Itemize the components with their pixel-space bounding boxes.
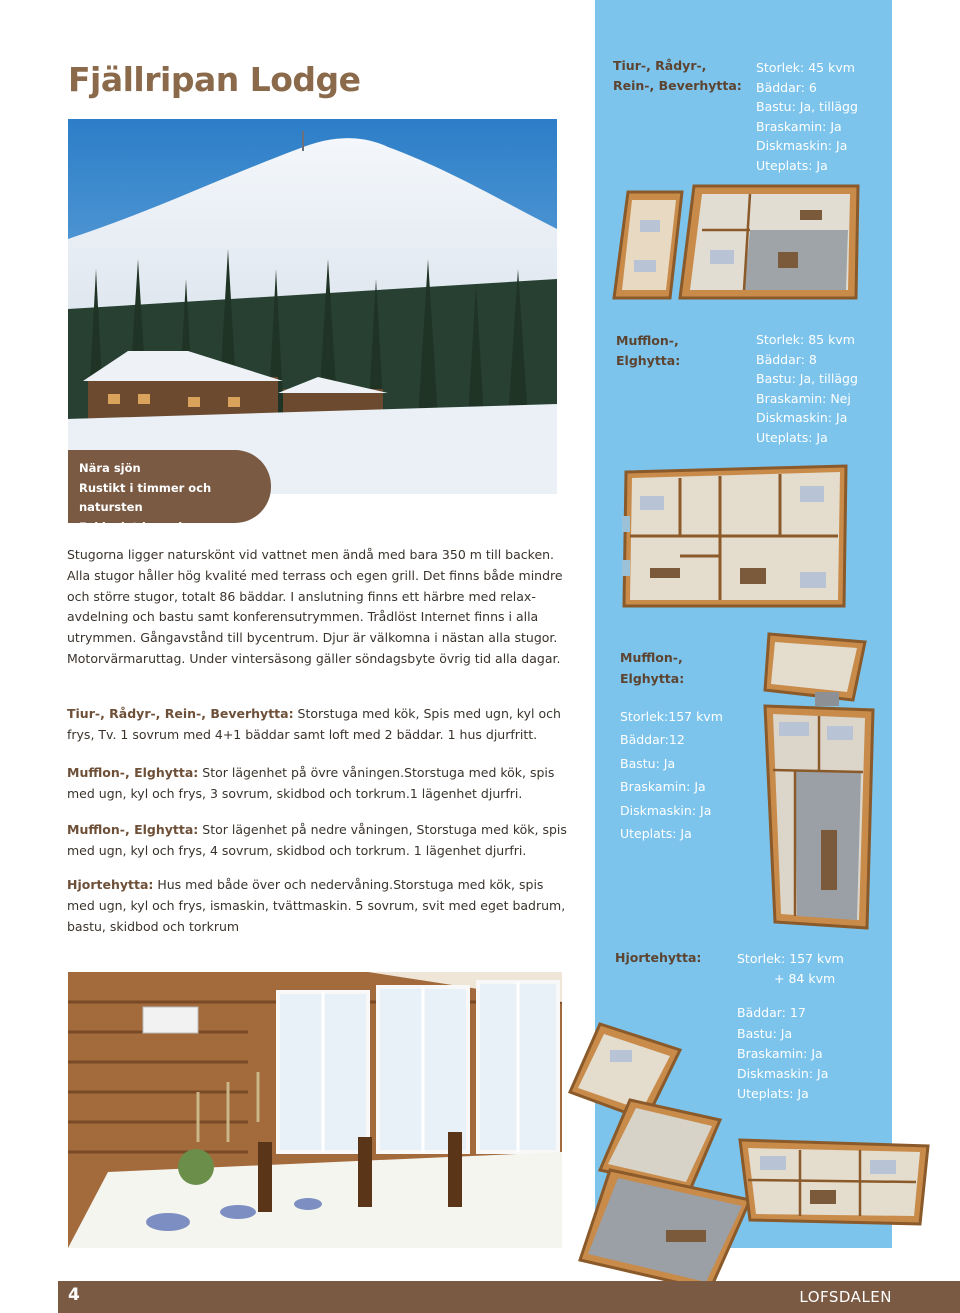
desc-mufflon-upper (67, 763, 567, 805)
cabin-1-size: Storlek: 45 kvm (756, 60, 855, 75)
cabin-4-name-line1: Hjortehytta: (615, 950, 702, 965)
cabin-4-size-extra: + 84 kvm (774, 971, 836, 987)
cabin-1-dishwasher: Diskmaskin: Ja (756, 138, 848, 153)
desc-mufflon-lower-text: Stor lägenhet på nedre våningen, Storstuga med kök, spis med ugn, kyl och frys, 4 sovrum, skidbod och torkrum. 1 lägenhet djurfri. (67, 822, 567, 858)
tag-exclusive: Exklusivt boende (79, 519, 190, 534)
cabin-1-patio: Uteplats: Ja (756, 157, 828, 173)
cabin-1-name-line1: Tiur-, Rådyr-, (613, 58, 707, 73)
page-number: 4 (68, 1285, 80, 1305)
cabin-4-dishwasher: Diskmaskin: Ja (737, 1066, 829, 1082)
cabin-1-name-line2: Rein-, Beverhytta: (613, 77, 742, 93)
hero-photo (68, 119, 557, 494)
cabin-4-stove: Braskamin: Ja (737, 1045, 823, 1061)
cabin-2-name-line1: Mufflon-, (616, 333, 679, 348)
cabin-3-size: Storlek:157 kvm (620, 709, 723, 724)
cabin-3-specs (620, 705, 723, 845)
feature-tags (68, 450, 271, 534)
floor-plan-2 (620, 456, 850, 611)
cabin-1-name (613, 56, 742, 95)
cabin-3-patio: Uteplats: Ja (620, 826, 692, 842)
cabin-3-name-line1: Mufflon-, (620, 650, 683, 665)
desc-hjorte (67, 875, 567, 937)
cabin-2-dishwasher: Diskmaskin: Ja (756, 410, 848, 425)
tag-rustic: Rustikt i timmer och natursten (79, 480, 212, 514)
cabin-3-stove: Braskamin: Ja (620, 779, 706, 795)
intro-text: Stugorna ligger naturskönt vid vattnet men ändå med bara 350 m till backen. Alla stugor håller hög kvalité med terrass och egen grill. Det finns både mindre och större stugor, totalt 86 bäddar. I anslutning finns ett härbre med relax-avdelning och bastu samt konferensutrymmen. Trådlöst Internet finns i alla utrymmen. Gångavstånd till bycentrum. Djur är välkomna i nästan alla stugor. Motorvärmaruttag. Under vintersäsong gäller söndagsbyte övrig tid alla dagar. (67, 547, 563, 666)
tag-lake: Nära sjön (79, 461, 141, 475)
cabin-2-beds: Bäddar: 8 (756, 351, 817, 367)
cabin-4-patio: Uteplats: Ja (737, 1086, 809, 1102)
cabin-4-size: Storlek: 157 kvm (737, 951, 844, 966)
footer-bar (58, 1281, 960, 1313)
desc-tiur-text: Storstuga med kök, Spis med ugn, kyl och frys, Tv. 1 sovrum med 4+1 bäddar samt loft med 2 bäddar. 1 hus djurfritt. (67, 706, 561, 742)
page-title: Fjällripan Lodge (68, 60, 361, 99)
cabin-4-sauna: Bastu: Ja (737, 1025, 793, 1041)
cabin-2-sauna: Bastu: Ja, tillägg (756, 371, 858, 386)
cabin-1-stove: Braskamin: Ja (756, 118, 842, 134)
cabin-1-sauna: Bastu: Ja, tillägg (756, 99, 858, 114)
floor-plan-4 (570, 1010, 930, 1310)
desc-tiur (67, 704, 567, 746)
desc-hjorte-name: Hjortehytta: (67, 877, 154, 892)
desc-mufflon-lower (67, 820, 567, 862)
cabin-4-name (615, 948, 701, 968)
cabin-3-name-line2: Elghytta: (620, 671, 685, 686)
cabin-2-name-line2: Elghytta: (616, 352, 681, 368)
interior-photo (68, 972, 562, 1248)
cabin-1-beds: Bäddar: 6 (756, 79, 817, 95)
floor-plan-3 (735, 630, 875, 930)
cabin-2-patio: Uteplats: Ja (756, 429, 828, 445)
cabin-2-specs (756, 330, 858, 447)
floor-plan-1 (610, 180, 865, 310)
cabin-1-specs (756, 58, 858, 175)
cabin-3-beds: Bäddar:12 (620, 732, 685, 748)
cabin-3-sauna: Bastu: Ja (620, 755, 676, 771)
cabin-3-name (620, 647, 684, 689)
cabin-2-size: Storlek: 85 kvm (756, 332, 855, 347)
cabin-2-name (616, 331, 680, 370)
footer-brand: LOFSDALEN (799, 1288, 892, 1306)
desc-mufflon-upper-name: Mufflon-, Elghytta: (67, 765, 199, 780)
cabin-2-stove: Braskamin: Nej (756, 390, 851, 406)
cabin-4-beds: Bäddar: 17 (737, 1005, 806, 1021)
desc-mufflon-upper-text: Stor lägenhet på övre våningen.Storstuga med kök, spis med ugn, kyl och frys, 3 sovrum, skidbod och torkrum.1 lägenhet djurfri. (67, 765, 555, 801)
desc-mufflon-lower-name: Mufflon-, Elghytta: (67, 822, 199, 837)
cabin-3-dishwasher: Diskmaskin: Ja (620, 802, 712, 818)
desc-tiur-name: Tiur-, Rådyr-, Rein-, Beverhytta: (67, 706, 294, 721)
desc-hjorte-text: Hus med både över och nedervåning.Storstuga med kök, spis med ugn, kyl och frys, ismaskin, tvättmaskin. 5 sovrum, svit med eget badrum, bastu, skidbod och torkrum (67, 877, 566, 934)
